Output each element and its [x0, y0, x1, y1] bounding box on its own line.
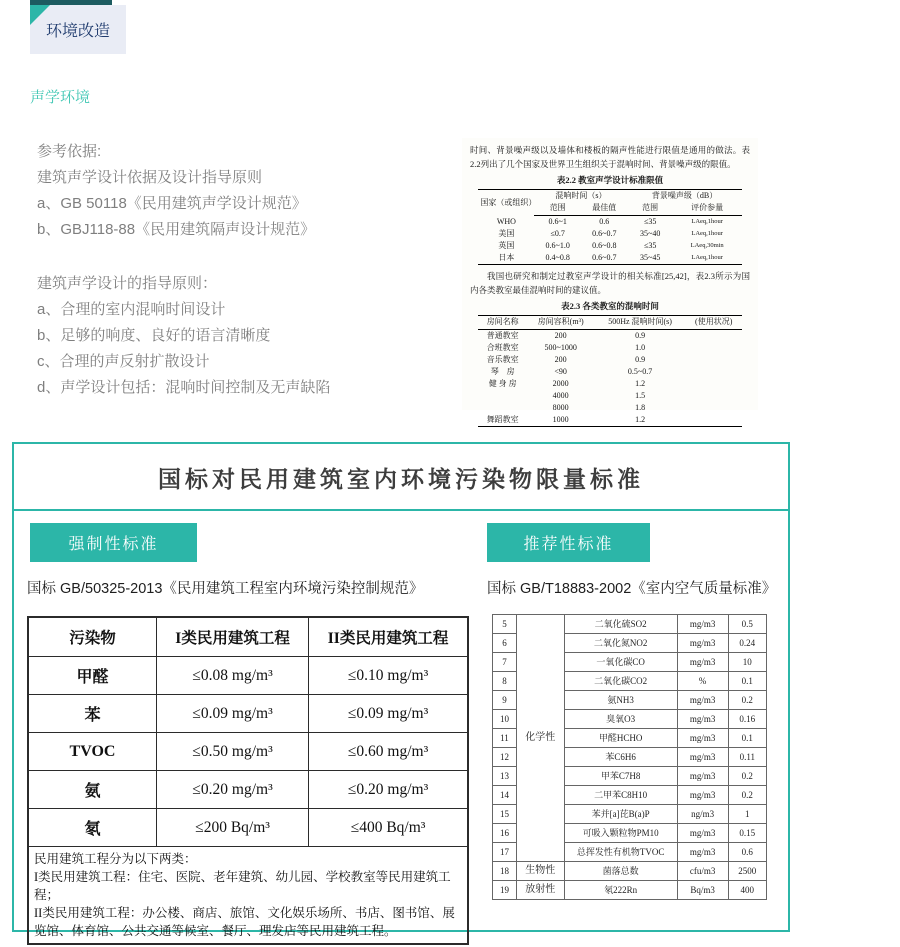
table-row: 合班教室 500~1000 1.0: [486, 343, 646, 352]
section-title-acoustic-environment: 声学环境: [30, 89, 91, 106]
th-noise-group: 背景噪声级（dB）: [651, 191, 718, 200]
design-principles-block: [37, 271, 330, 401]
table-row: 8 二氧化碳CO2 % 0.1: [493, 672, 767, 691]
table-row: 普通教室 200 0.9: [486, 331, 646, 340]
th-pollutant: 污染物: [28, 617, 157, 657]
tab-corner-triangle-icon: [30, 5, 50, 25]
standards-box-title: 国标对民用建筑室内环境污染物限量标准: [158, 466, 644, 492]
note-line: 民用建筑工程分为以下两类：: [34, 852, 197, 866]
table-row: 5 化学性 二氧化硫SO2 mg/m3 0.5: [493, 615, 767, 634]
table-row: 12 苯C6H6 mg/m3 0.11: [493, 748, 767, 767]
reference-line: a、GB 50118《民用建筑声学设计规范》: [37, 195, 307, 212]
recommended-standard-button[interactable]: 推荐性标准: [487, 523, 650, 562]
scan-paragraph: 我国也研究和制定过教室声学设计的相关标准[25,42]，表2.3所示为国内各类教室最佳混响时间的建议值。: [470, 271, 750, 295]
table-row: 氨 ≤0.20 mg/m³ ≤0.20 mg/m³: [28, 771, 468, 809]
table-2-2: [478, 189, 741, 265]
gbt18883-parameters-table: [492, 614, 767, 900]
table-row: TVOC ≤0.50 mg/m³ ≤0.60 mg/m³: [28, 733, 468, 771]
table-row: 10 臭氧O3 mg/m3 0.16: [493, 710, 767, 729]
table-2-3: [478, 315, 741, 427]
tab-label: 环境改造: [45, 23, 110, 40]
scanned-book-page: [462, 138, 758, 424]
category-biological: 生物性: [516, 862, 564, 881]
table-row: 6 二氧化氮NO2 mg/m3 0.24: [493, 634, 767, 653]
standards-box: [12, 442, 790, 938]
th-range2: 范围: [628, 202, 673, 216]
note-line: II类民用建筑工程：办公楼、商店、旅馆、文化娱乐场所、书店、图书馆、展览馆、体育馆、公共交通等候室、餐厅、理发店等民用建筑工程。: [34, 906, 455, 938]
table-row: 18 生物性 菌落总数 cfu/m3 2500: [493, 862, 767, 881]
table-row: 氡 ≤200 Bq/m³ ≤400 Bq/m³: [28, 809, 468, 847]
table-row: WHO 0.6~1 0.6 ≤35 LAeq,1hour: [496, 216, 723, 226]
principle-line: 建筑声学设计的指导原则：: [37, 275, 218, 292]
th-best: 最佳值: [581, 202, 628, 216]
th-reverb-group: 混响时间（s）: [555, 191, 607, 200]
th-class2: II类民用建筑工程: [309, 617, 468, 657]
principle-line: b、足够的响度、良好的语言清晰度: [37, 327, 271, 344]
table-row: 美国 ≤0.7 0.6~0.7 35~40 LAeq,1hour: [498, 229, 723, 238]
principle-line: a、合理的室内混响时间设计: [37, 301, 226, 318]
tab-environment-renovation[interactable]: [30, 5, 126, 54]
table-row: 19 放射性 氡222Rn Bq/m3 400: [493, 881, 767, 900]
title-divider: [14, 509, 788, 511]
table-row: 9 氨NH3 mg/m3 0.2: [493, 691, 767, 710]
th-country: 国家（或组织）: [480, 197, 537, 207]
mandatory-standard-caption: 国标 GB/50325-2013《民用建筑工程室内环境污染控制规范》: [27, 581, 424, 597]
note-line: I类民用建筑工程：住宅、医院、老年建筑、幼儿园、学校教室等民用建筑工程；: [34, 870, 451, 902]
scan-paragraph: 时间、背景噪声级以及墙体和楼板的隔声性能进行限值是通用的做法。表2.2列出了几个国家及世界卫生组织关于混响时间、背景噪声级的限值。: [470, 145, 750, 169]
table-row: 8000 1.8: [552, 403, 646, 412]
table-row: 16 可吸入颗粒物PM10 mg/m3 0.15: [493, 824, 767, 843]
table-row: 苯 ≤0.09 mg/m³ ≤0.09 mg/m³: [28, 695, 468, 733]
reference-line: 参考依据:: [37, 143, 102, 160]
mandatory-standard-button[interactable]: 强制性标准: [30, 523, 197, 562]
recommended-standard-caption: 国标 GB/T18883-2002《室内空气质量标准》: [487, 581, 777, 597]
table-row: 4000 1.5: [552, 391, 646, 400]
th-range: 范围: [534, 202, 581, 216]
table-row: 11 甲醛HCHO mg/m3 0.1: [493, 729, 767, 748]
table-row: 甲醛 ≤0.08 mg/m³ ≤0.10 mg/m³: [28, 657, 468, 695]
gb50325-limits-table: [27, 616, 469, 945]
table-row: 舞蹈教室 1000 1.2: [486, 415, 646, 424]
table-row: 14 二甲苯C8H10 mg/m3 0.2: [493, 786, 767, 805]
category-radioactive: 放射性: [516, 881, 564, 900]
table-row: 健 身 房 2000 1.2: [488, 379, 646, 388]
table-row: 日本 0.4~0.8 0.6~0.7 35~45 LAeq,1hour: [498, 253, 723, 262]
table-note-row: [28, 847, 468, 945]
table-row: 英国 0.6~1.0 0.6~0.8 ≤35 LAeq,30min: [498, 241, 724, 250]
reference-line: b、GBJ118-88《民用建筑隔声设计规范》: [37, 221, 316, 238]
table-2-2-title: 表2.2 教室声学设计标准限值: [556, 175, 664, 185]
th-rt: 500Hz 混响时间(s): [594, 316, 685, 330]
th-usage: (使用状况): [686, 316, 742, 330]
th-volume: 房间容积(m³): [527, 316, 594, 330]
principle-line: c、合理的声反射扩散设计: [37, 353, 210, 370]
th-room: 房间名称: [478, 316, 527, 330]
category-chemical: 化学性: [516, 615, 564, 862]
table-row: 15 苯并[a]芘B(a)P ng/m3 1: [493, 805, 767, 824]
table-row: 13 甲苯C7H8 mg/m3 0.2: [493, 767, 767, 786]
reference-basis-block: [37, 139, 315, 243]
table-2-3-title: 表2.3 各类教室的混响时间: [561, 301, 659, 311]
table-row: 琴 房 <90 0.5~0.7: [490, 367, 653, 376]
table-row: 17 总挥发性有机物TVOC mg/m3 0.6: [493, 843, 767, 862]
table-row: 音乐教室 200 0.9: [486, 355, 646, 364]
th-class1: I类民用建筑工程: [157, 617, 309, 657]
th-param: 评价参量: [673, 202, 742, 216]
reference-line: 建筑声学设计依据及设计指导原则: [37, 169, 263, 186]
principle-line: d、声学设计包括：混响时间控制及无声缺陷: [37, 379, 331, 396]
table-row: 7 一氧化碳CO mg/m3 10: [493, 653, 767, 672]
